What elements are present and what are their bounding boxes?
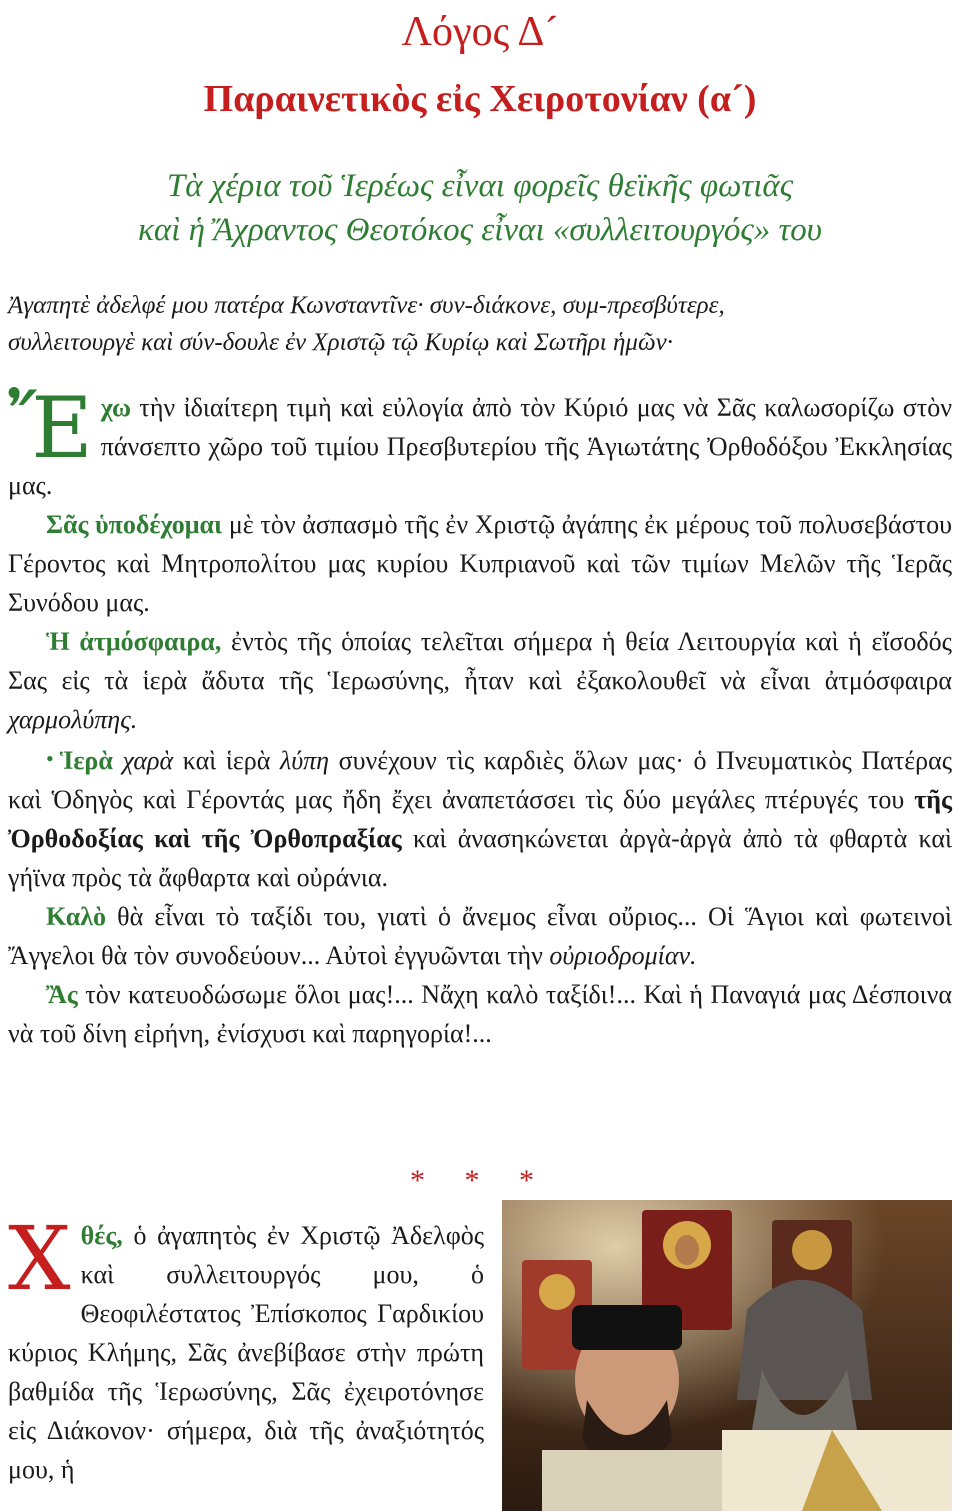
- bullet-icon: •: [46, 746, 54, 771]
- bold-phrase: τῆς Ὀρθοδοξίας καὶ τῆς Ὀρθοπραξίας: [8, 785, 952, 853]
- italic-word: χαρὰ: [122, 746, 174, 775]
- paragraph-5: [8, 897, 952, 975]
- paragraph-6: [8, 975, 952, 1053]
- paragraph-text: μὲ τὸν ἀσπασμὸ τῆς ἐν Χριστῷ ἀγάπης ἐκ μέρους τοῦ πολυσεβάστου Γέροντος καὶ Μητροπολίτου μας κυρίου Κυπριανοῦ καὶ τῶν τιμίων Μελῶν τῆς Ἱερᾶς Συνόδου μας.: [8, 510, 952, 617]
- salutation-line-1: Ἀγαπητὲ ἀδελφέ μου πατέρα Κωνσταντῖνε· συν-διάκονε, συμ-πρεσβύτερε,: [8, 292, 725, 319]
- paragraph-4: [8, 739, 952, 897]
- photo-illustration: [502, 1200, 952, 1511]
- paragraph-text: καὶ ἀνασηκώνεται ἀργὰ-ἀργὰ ἀπὸ τὰ φθαρτὰ καὶ γήϊνα πρὸς τὰ ἄφθαρτα καὶ οὐράνια.: [8, 824, 952, 892]
- section-separator: * * *: [410, 1164, 550, 1197]
- paragraph-text: καὶ ἱερὰ: [173, 746, 280, 775]
- paragraph-1: [8, 379, 952, 505]
- paragraph-text: ἐντὸς τῆς ὁποίας τελεῖται σήμερα ἡ θεία Λειτουργία καὶ ἡ εἴσοδός Σας εἰς τὰ ἱερὰ ἄδυτα τῆς Ἱερωσύνης, ἦταν καὶ ἐξακολουθεῖ νὰ εἶναι ἀτμόσφαιρα: [8, 627, 952, 695]
- italic-word: οὐριοδρομίαν.: [549, 941, 697, 970]
- paragraph-text: συνέχουν τὶς καρδιὲς ὅλων μας· ὁ Πνευματικὸς Πατέρας καὶ Ὁδηγὸς καὶ Γέροντάς μας ἤδη ἔχει ἀναπετάσσει τὶς δύο μεγάλες πτέρυγές του: [8, 746, 953, 814]
- paragraph-lead: Ἂς: [46, 980, 78, 1009]
- paragraph-text: θὰ εἶναι τὸ ταξίδι του, γιατὶ ὁ ἄνεμος εἶναι οὔριος... Οἱ Ἅγιοι καὶ φωτεινοὶ Ἄγγελοι θὰ τὸν συνοδεύουν... Αὐτοὶ ἐγγυῶνται τὴν: [8, 902, 952, 970]
- paragraph-text: τὸν κατευοδώσωμε ὅλοι μας!... Νἄχη καλὸ ταξίδι!... Καὶ ἡ Παναγιά μας Δέσποινα νὰ τοῦ δίνη εἰρήνη, ἐνίσχυσι καὶ παρηγορία!...: [8, 980, 952, 1048]
- main-text: [8, 379, 953, 1053]
- epigraph-line-1: Τὰ χέρια τοῦ Ἱερέως εἶναι φορεῖς θεϊκῆς φωτιᾶς: [166, 168, 794, 204]
- salutation: [8, 287, 952, 361]
- paragraph-lead: Ἡ ἀτμόσφαιρα,: [46, 627, 222, 656]
- paragraph-text: τὴν ἰδιαίτερη τιμὴ καὶ εὐλογία ἀπὸ τὸν Κύριό μας νὰ Σᾶς καλωσορίζω στὸν πάνσεπτο χῶρο τοῦ τιμίου Πρεσβυτερίου τῆς Ἁγιωτάτης Ὀρθοδόξου Ἐκκλησίας μας.: [8, 393, 952, 500]
- epigraph: [40, 164, 920, 252]
- italic-word: χαρμολύπης.: [8, 705, 138, 734]
- italic-word: λύπη: [279, 746, 330, 775]
- paragraph-3: [8, 622, 952, 739]
- paragraph-text: ὁ ἀγαπητὸς ἐν Χριστῷ Ἀδελφὸς καὶ συλλειτουργός μου, ὁ Θεοφιλέστατος Ἐπίσκοπος Γαρδικίου κύριος Κλήμης, Σᾶς ἀνεβίβασε στὴν πρώτη βαθμίδα τῆς Ἱερωσύνης, Σᾶς ἐχειροτόνησε εἰς Διάκονον· σήμερα, διὰ τῆς ἀναξιότητός μου, ἡ: [8, 1221, 484, 1484]
- paragraph-lead: Καλὸ: [46, 902, 107, 931]
- paragraph-2: [8, 505, 952, 622]
- paragraph-lead: χω: [100, 393, 131, 422]
- column-text: [8, 1207, 484, 1489]
- page-subtitle: Παραινετικὸς εἰς Χειροτονίαν (α´): [203, 78, 757, 120]
- salutation-line-2: συλλειτουργὲ καὶ σύν-δουλε ἐν Χριστῷ τῷ Κυρίῳ καὶ Σωτῆρι ἡμῶν·: [8, 329, 673, 356]
- paragraph-lead: Σᾶς ὑποδέχομαι: [46, 510, 223, 539]
- page-title: Λόγος Δ´: [401, 9, 559, 55]
- paragraph-lead: Ἱερὰ: [59, 746, 113, 775]
- epigraph-line-2: καὶ ἡ Ἄχραντος Θεοτόκος εἶναι «συλλειτουργός» του: [138, 212, 822, 248]
- paragraph-lead: θές,: [80, 1221, 123, 1250]
- drop-cap: Χ: [8, 1207, 71, 1310]
- two-clergymen-embracing-photo: [502, 1200, 952, 1511]
- drop-cap: Ἔ: [8, 379, 93, 477]
